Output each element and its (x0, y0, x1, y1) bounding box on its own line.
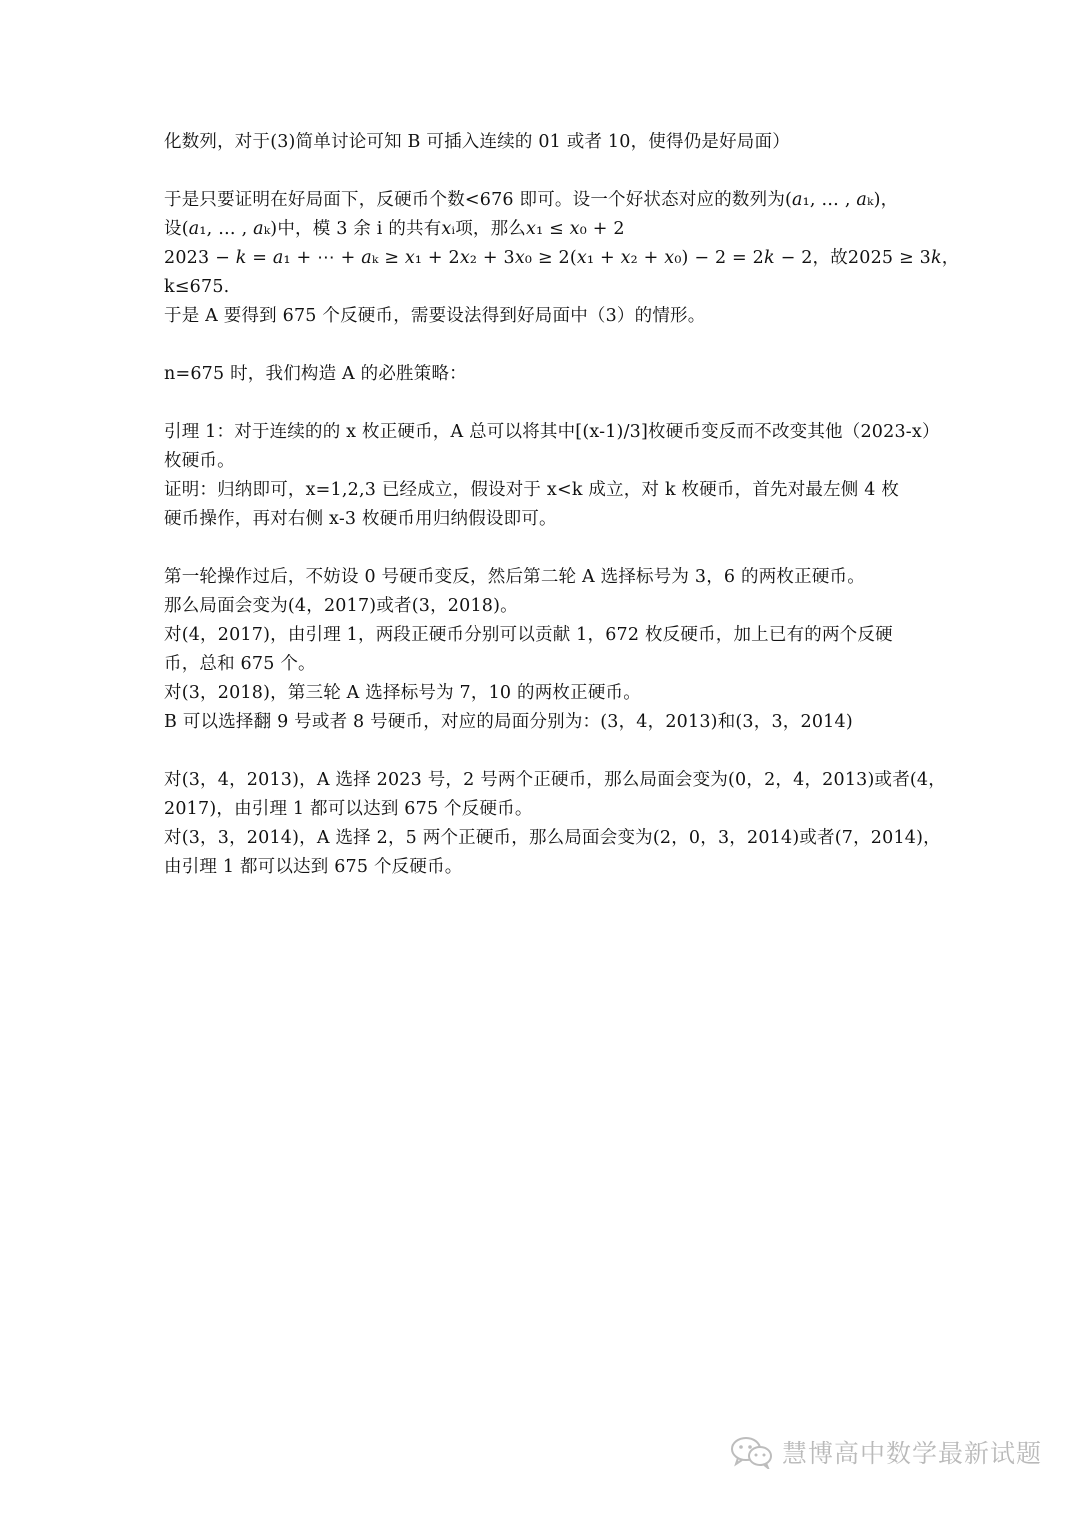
text-line: 由引理 1 都可以达到 675 个反硬币。 (164, 857, 463, 877)
text-line: 枚硬币。 (164, 451, 235, 471)
text-line: 对(3，2018)，第三轮 A 选择标号为 7，10 的两枚正硬币。 (164, 683, 641, 703)
text-line: 设(𝑎₁, … , 𝑎ₖ)中，模 3 余 i 的共有𝑥ᵢ项，那么𝑥₁ ≤ 𝑥₀ + 2 (164, 219, 625, 239)
blank-line (164, 737, 920, 766)
text-line: 对(3，4，2013)，A 选择 2023 号，2 号两个正硬币，那么局面会变为(0，2，4，2013)或者(4， (164, 770, 946, 790)
blank-line (164, 389, 920, 418)
text-line: 对(3，3，2014)，A 选择 2，5 两个正硬币，那么局面会变为(2，0，3，2014)或者(7，2014)， (164, 828, 941, 848)
text-line: 引理 1：对于连续的的 x 枚正硬币，A 总可以将其中[(x-1)/3]枚硬币变反而不改变其他（2023-x） (164, 422, 940, 442)
wechat-icon (730, 1435, 774, 1469)
blank-line (164, 157, 920, 186)
document-body (164, 128, 960, 882)
watermark (730, 1432, 1042, 1472)
text-line: 化数列，对于(3)简单讨论可知 B 可插入连续的 01 或者 10，使得仍是好局面） (164, 132, 790, 152)
watermark-text: 慧博高中数学最新试题 (782, 1439, 1043, 1468)
text-line: 于是只要证明在好局面下，反硬币个数<676 即可。设一个好状态对应的数列为(𝑎₁, … , 𝑎ₖ)， (164, 190, 899, 210)
blank-line (164, 331, 920, 360)
text-line: 那么局面会变为(4，2017)或者(3，2018)。 (164, 596, 518, 616)
text-line: 于是 A 要得到 675 个反硬币，需要设法得到好局面中（3）的情形。 (164, 306, 706, 326)
text-line: 2017)，由引理 1 都可以达到 675 个反硬币。 (164, 799, 533, 819)
text-line: 2023 − 𝑘 = 𝑎₁ + ⋯ + 𝑎ₖ ≥ 𝑥₁ + 2𝑥₂ + 3𝑥₀ ≥ 2(𝑥₁ + 𝑥₂ + 𝑥₀) − 2 = 2𝑘 − 2，故2025 ≥ 3𝑘， (164, 248, 960, 268)
text-line: 第一轮操作过后，不妨设 0 号硬币变反，然后第二轮 A 选择标号为 3，6 的两枚正硬币。 (164, 567, 865, 587)
text-line: 对(4，2017)，由引理 1，两段正硬币分别可以贡献 1，672 枚反硬币，加上已有的两个反硬 (164, 625, 893, 645)
text-line: B 可以选择翻 9 号或者 8 号硬币，对应的局面分别为：(3，4，2013)和(3，3，2014) (164, 712, 853, 732)
text-line: 币，总和 675 个。 (164, 654, 316, 674)
text-line: n=675 时，我们构造 A 的必胜策略： (164, 364, 467, 384)
text-line: 硬币操作，再对右侧 x-3 枚硬币用归纳假设即可。 (164, 509, 557, 529)
blank-line (164, 534, 920, 563)
text-line: 证明：归纳即可，x=1,2,3 已经成立，假设对于 x<k 成立，对 k 枚硬币，首先对最左侧 4 枚 (164, 480, 900, 500)
text-line: k≤675. (164, 277, 230, 297)
